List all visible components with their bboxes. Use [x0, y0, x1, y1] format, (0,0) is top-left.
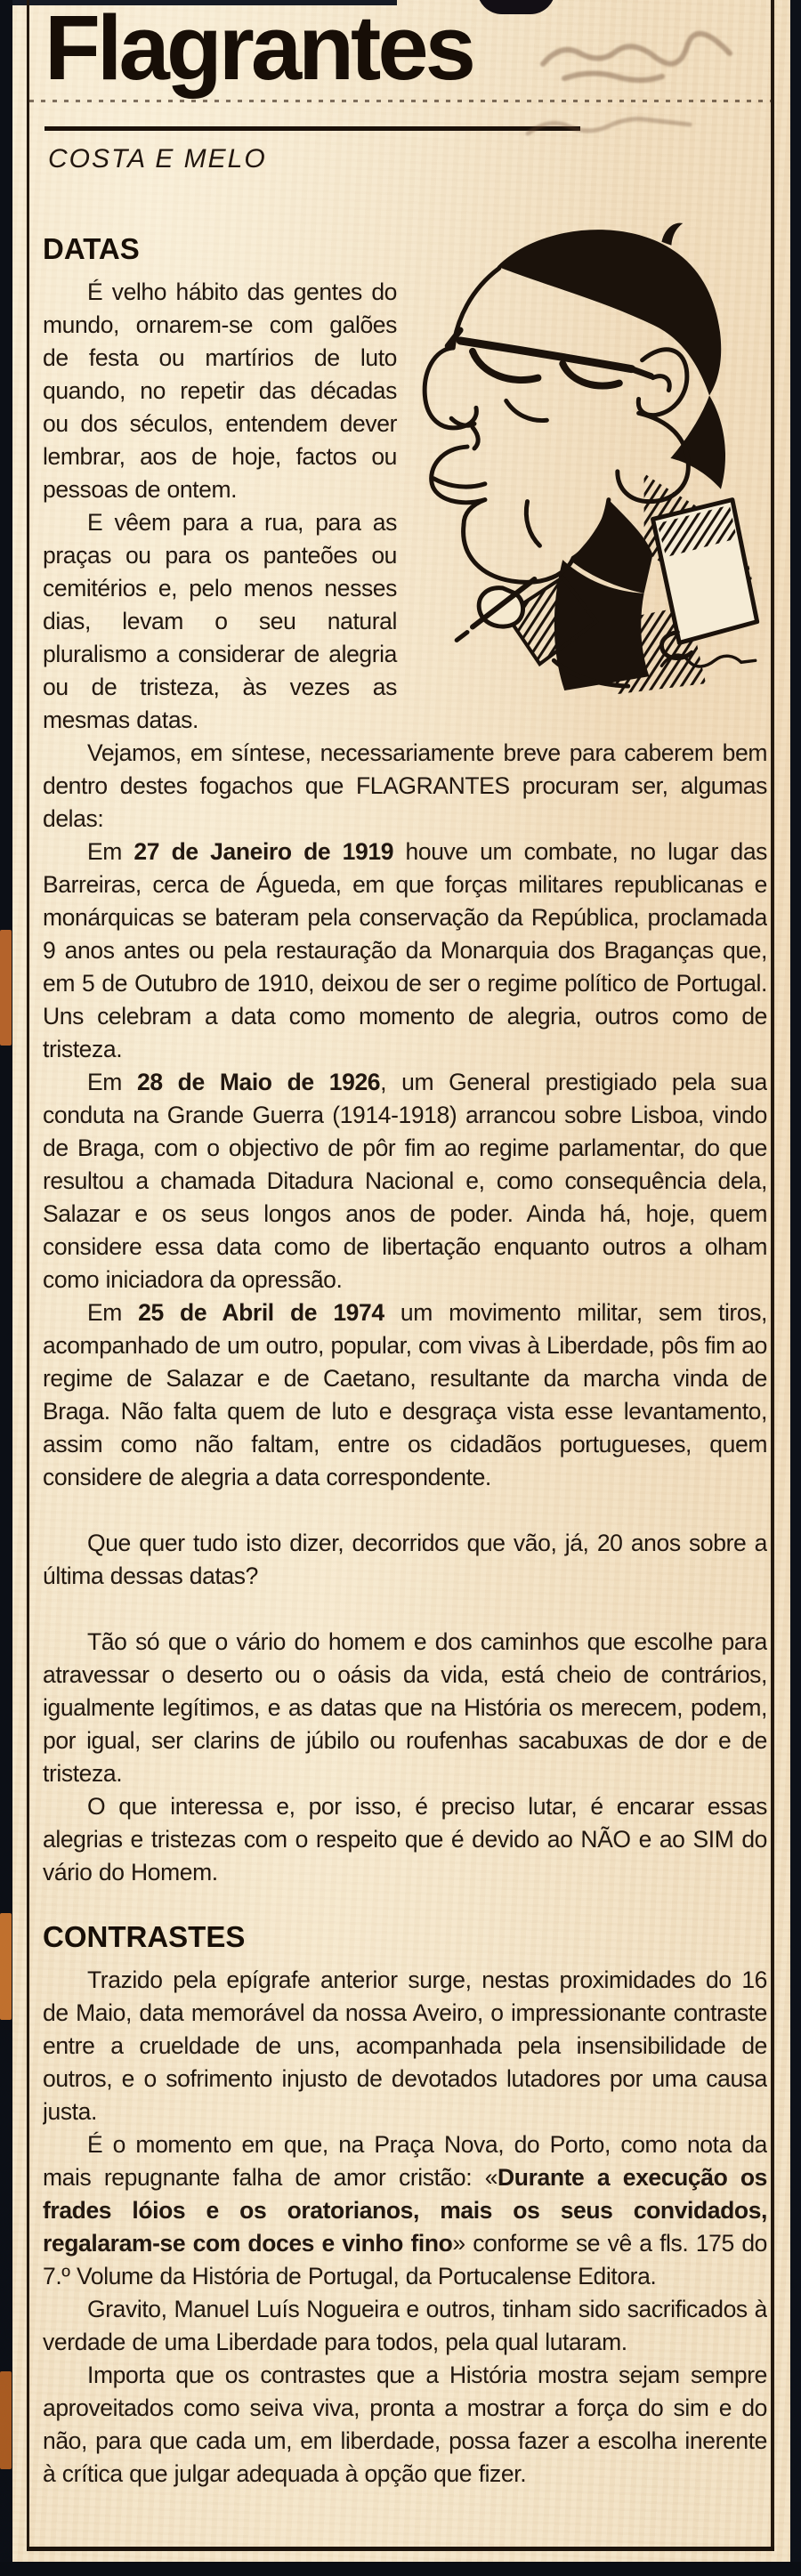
- caricature-illustration: [420, 212, 767, 696]
- tape-mark: [0, 930, 12, 1046]
- title-underline: [44, 126, 580, 131]
- tape-mark: [0, 2371, 12, 2469]
- scan-edge-right: [790, 0, 801, 2576]
- article-body: [43, 212, 767, 2550]
- paragraph: Vejamos, em síntese, necessariamente breve para caberem bem dentro destes fogachos que FLAGRANTES procuram ser, algumas delas:: [43, 739, 767, 832]
- paragraph: Em 28 de Maio de 1926, um General prestigiado pela sua conduta na Grande Guerra (1914-1918) arrancou sobre Lisboa, vindo de Braga, com o objectivo de pôr fim ao regime parlamentar, do que resultou a chamada Ditadura Nacional e, como consequência dela, Salazar e os seus longos anos de poder. Ainda há, hoje, quem considere essa data como de libertação enquanto outros a olham como iniciadora da opressão.: [43, 1069, 767, 1293]
- caricature-drawing: [420, 212, 767, 696]
- scan-edge-bottom: [0, 2562, 801, 2576]
- paragraph: Em 27 de Janeiro de 1919 houve um combate, no lugar das Barreiras, cerca de Águeda, em que forças militares republicanas e monárquicas se bateram pela conservação da República, proclamada 9 anos antes ou pela restauração da Monarquia dos Braganças que, em 5 de Outubro de 1910, deixou de ser o regime político de Portugal. Uns celebram a data como momento de alegria, outros como de tristeza.: [43, 838, 767, 1062]
- section-heading-contrastes: CONTRASTES: [43, 1920, 246, 1953]
- paragraph: Que quer tudo isto dizer, decorridos que vão, já, 20 anos sobre a última dessas datas?: [43, 1530, 767, 1589]
- paragraph: E vêem para a rua, para as praças ou para os panteões ou cemitérios e, pelo menos nesses dias, levam o seu natural pluralismo a considerar de alegria ou de tristeza, às vezes as mesmas datas.: [43, 509, 397, 733]
- dotted-divider: [29, 100, 771, 102]
- column-title: Flagrantes: [44, 0, 473, 99]
- pencil-smudge: [521, 105, 725, 149]
- column-rule-right: [771, 0, 774, 2551]
- pencil-smudge: [534, 25, 765, 89]
- byline: COSTA E MELO: [48, 144, 267, 174]
- paragraph: É velho hábito das gentes do mundo, ornarem-se com galões de festa ou martírios de luto quando, no repetir das décadas ou dos séculos, entendem dever lembrar, aos de hoje, factos ou pessoas de ontem.: [43, 279, 397, 503]
- scan-edge-left: [0, 0, 12, 2576]
- section-heading-datas: DATAS: [43, 232, 140, 265]
- paragraph: Em 25 de Abril de 1974 um movimento militar, sem tiros, acompanhado de um outro, popular, com vivas à Liberdade, pôs fim ao regime de Salazar e de Caetano, resultante da marcha vinda de Braga. Não falta quem de luto e desgraça vista esse levantamento, assim como não faltam, entre os cidadãos portugueses, quem considere de alegria a data correspondente.: [43, 1299, 767, 1490]
- paragraph: O que interessa e, por isso, é preciso lutar, é encarar essas alegrias e tristezas com o respeito que é devido ao NÃO e ao SIM do vário do Homem.: [43, 1793, 767, 1886]
- paragraph: Gravito, Manuel Luís Nogueira e outros, tinham sido sacrificados à verdade de uma Liberdade para todos, pela qual lutaram.: [43, 2296, 767, 2355]
- paragraph: Trazido pela epígrafe anterior surge, nestas proximidades do 16 de Maio, data memorável da nossa Aveiro, o impressionante contraste entre a crueldade de uns, acompanhada pela insensibilidade de outros, e o sofrimento injusto de devotados lutadores por uma causa justa.: [43, 1966, 767, 2125]
- column-rule-left: [27, 0, 29, 2551]
- paragraph: É o momento em que, na Praça Nova, do Porto, como nota da mais repugnante falha de amor cristão: «Durante a execução os frades lóios e os oratorianos, mais os seus convidados, regalaram-se com doces e vinho fino» conforme se vê a fls. 175 do 7.º Volume da História de Portugal, da Portucalense Editora.: [43, 2131, 767, 2289]
- paragraph: Tão só que o vário do homem e dos caminhos que escolhe para atravessar o deserto ou o oásis da vida, está cheio de contrários, igualmente legítimos, e as datas que na História os merecem, podem, por igual, ser clarins de júbilo ou roufenhas sacabuxas de dor e de tristeza.: [43, 1628, 767, 1787]
- tape-mark: [0, 1913, 12, 2020]
- paragraph: Importa que os contrastes que a História mostra sejam sempre aproveitados como seiva viva, pronta a mostrar a força do sim e do não, para que cada um, em liberdade, possa fazer a escolha inerente à crítica que julgar adequada à opção que fizer.: [43, 2362, 767, 2487]
